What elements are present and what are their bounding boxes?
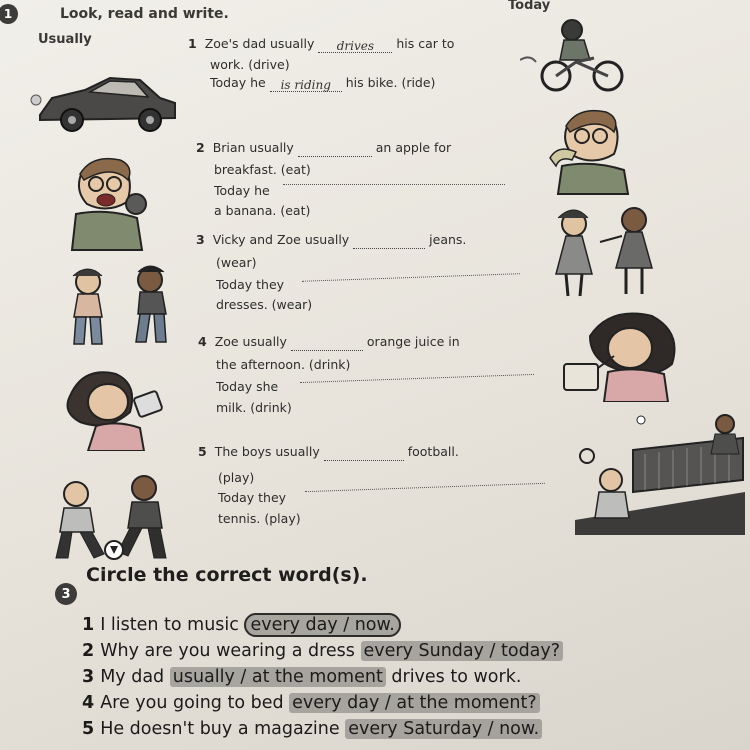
item-2-line-4: a banana. (eat) [214,203,311,218]
ex3-item-3-number: 3 [82,667,95,687]
girl-drinking-juice-illustration [58,366,178,451]
ex3-item-5-stem: He doesn't buy a magazine [100,719,340,739]
ex3-item-1-number: 1 [82,615,95,635]
item-5-line-3: Today they [218,490,287,505]
boys-playing-tennis-illustration [575,410,745,535]
item-4-stem-end: orange juice in [366,334,460,349]
ex3-item-3-options[interactable]: usually / at the moment [170,667,386,687]
item-3-line-3: Today they [216,277,285,292]
item-4-stem: Zoe usually [214,334,287,349]
column-usually-heading: Usually [38,32,92,47]
item-5-line-2: (play) [218,470,255,485]
car-illustration [30,70,180,135]
exercise-1-badge: 1 [0,4,18,24]
girls-in-jeans-illustration [58,262,178,347]
ex3-item-2-options[interactable]: every Sunday / today? [361,641,564,661]
item-3-line-1 [196,230,466,249]
boys-playing-football-illustration [48,470,183,565]
item-3-line-2: (wear) [216,255,257,270]
exercise-3-title: Circle the correct word(s). [86,564,368,586]
item-2-line-3: Today he [214,183,270,198]
column-today-heading: Today [508,0,551,13]
item-4-number: 4 [198,334,207,349]
item-2-number: 2 [196,140,205,155]
item-2-line-2: breakfast. (eat) [214,162,311,177]
item-3-number: 3 [196,232,205,247]
item-5-line-1 [198,442,459,461]
exercise-3-badge: 3 [55,583,77,605]
item-5-line-4: tennis. (play) [218,511,301,526]
boy-eating-apple-illustration [62,152,152,252]
item-5-stem-end: football. [407,444,459,459]
item-5-answer-usually[interactable] [324,445,404,461]
item-1-stem-end: his car to [396,36,455,51]
ex3-item-4 [82,690,540,716]
ex3-item-1-options[interactable]: every day / now. [244,613,400,637]
ex3-item-1-stem: I listen to music [100,615,239,635]
item-2-stem-end: an apple for [375,140,452,155]
item-3-line-4: dresses. (wear) [216,297,313,312]
item-1-stem: Zoe's dad usually [204,36,315,51]
ex3-item-3-stem: My dad [100,667,165,687]
item-1-answer-usually[interactable]: drives [318,37,392,53]
item-1-line-3 [210,73,435,92]
item-3-stem: Vicky and Zoe usually [212,232,350,247]
girl-drinking-milk-illustration [560,306,690,402]
item-4-answer-usually[interactable] [291,335,363,351]
ex3-item-2-number: 2 [82,641,95,661]
ex3-item-1 [82,612,401,638]
item-1-line-2: work. (drive) [210,57,290,72]
item-5-answer-today[interactable] [305,483,545,492]
item-2-answer-usually[interactable] [298,141,372,157]
ex3-item-5 [82,716,542,742]
item-4-line-4: milk. (drink) [216,400,292,415]
item-3-answer-usually[interactable] [353,233,425,249]
item-1-answer-today[interactable]: is riding [270,76,342,92]
item-3-answer-today[interactable] [302,273,520,282]
ex3-item-5-options[interactable]: every Saturday / now. [345,719,542,739]
item-4-line-2: the afternoon. (drink) [216,357,351,372]
item-2-line-1 [196,138,451,157]
item-3-stem-end: jeans. [429,232,467,247]
ex3-item-3 [82,664,521,690]
girls-in-dresses-illustration [538,202,668,300]
ex3-item-4-stem: Are you going to bed [100,693,284,713]
item-2-answer-today[interactable] [283,184,505,185]
ex3-item-4-number: 4 [82,693,95,713]
boy-on-bike-illustration [520,14,630,94]
item-5-number: 5 [198,444,207,459]
ex3-item-3-end: drives to work. [391,667,522,687]
boy-eating-banana-illustration [546,104,636,196]
ex3-item-2 [82,638,563,664]
exercise-1-title: Look, read and write. [60,6,229,22]
ex3-item-2-stem: Why are you wearing a dress [100,641,355,661]
ex3-item-5-number: 5 [82,719,95,739]
item-1-today-end: his bike. (ride) [345,75,436,90]
item-4-line-3: Today she [216,379,279,394]
item-1-line-1 [188,34,454,53]
item-1-today-stem: Today he [210,75,266,90]
item-4-line-1 [198,332,460,351]
ex3-item-4-options[interactable]: every day / at the moment? [289,693,539,713]
item-4-answer-today[interactable] [300,374,534,383]
item-1-number: 1 [188,36,197,51]
item-2-stem: Brian usually [212,140,294,155]
item-5-stem: The boys usually [214,444,320,459]
